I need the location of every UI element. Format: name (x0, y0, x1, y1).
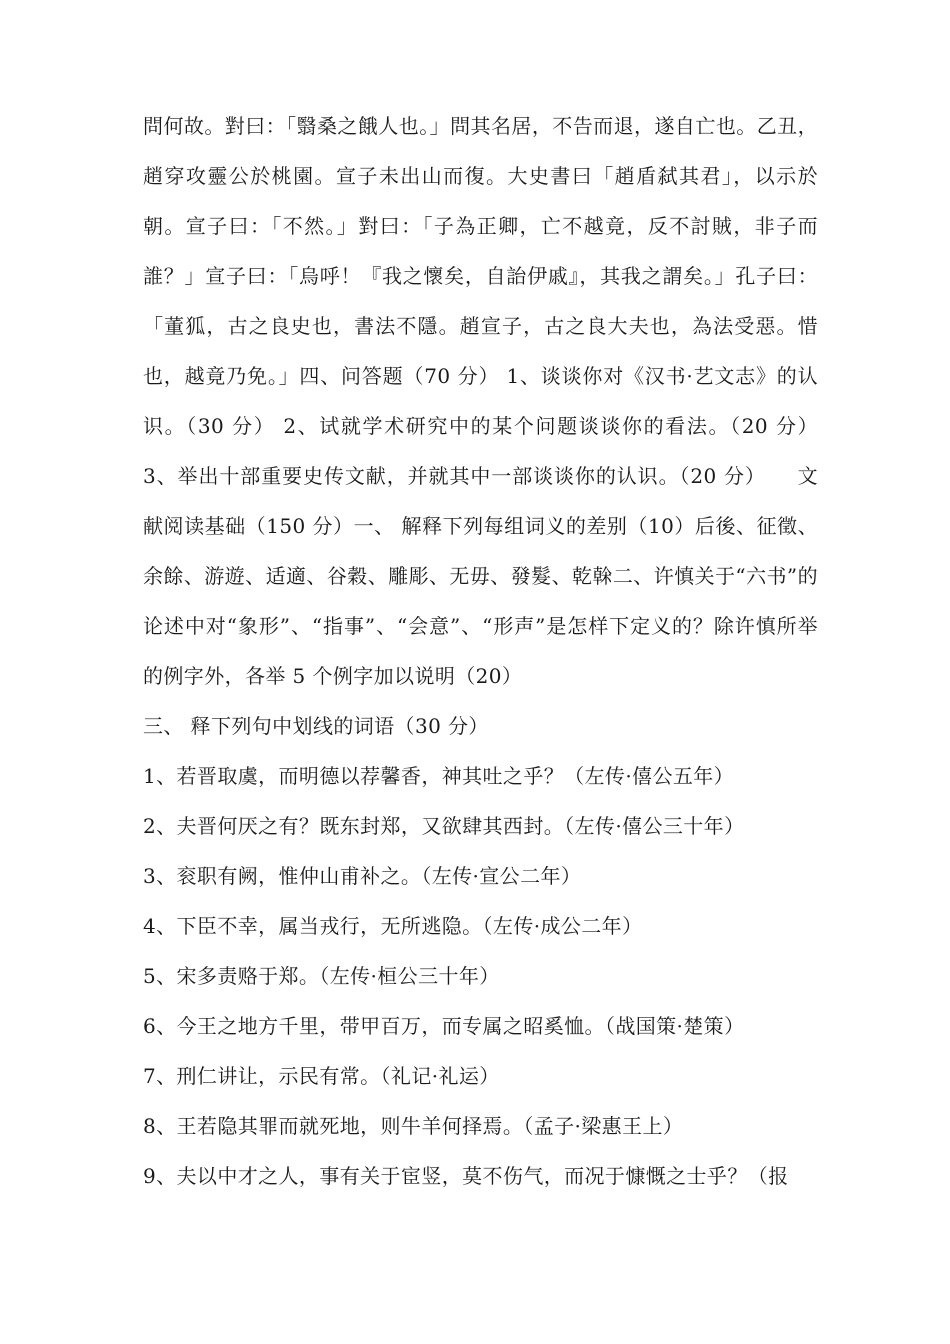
question-item-1: 1、若晋取虞，而明德以荐馨香，神其吐之乎？（左传·僖公五年） (143, 764, 735, 788)
question-item-2: 2、夫晋何厌之有？既东封郑，又欲肆其西封。（左传·僖公三十年） (143, 814, 745, 838)
question-item-6: 6、今王之地方千里，带甲百万，而专属之昭奚恤。（战国策·楚策） (143, 1014, 745, 1038)
question-item-4: 4、下臣不幸，属当戎行，无所逃隐。（左传·成公二年） (143, 914, 643, 938)
question-item-3: 3、衮职有阙，惟仲山甫补之。（左传·宣公二年） (143, 864, 582, 888)
section-heading: 三、 释下列句中划线的词语（30 分） (143, 714, 489, 738)
passage-paragraph: 問何故。對曰：「翳桑之餓人也。」問其名居，不告而退，遂自亡也。乙丑，趙穿攻靈公於桃園。宣子未出山而復。大史書曰「趙盾弑其君」，以示於朝。宣子曰：「不然。」對曰：「子為正卿，亡不越竟，反不討賊，非子而誰？」宣子曰：「烏呼！『我之懷矣，自詒伊戚』，其我之謂矣。」孔子曰：「董狐，古之良史也，書法不隱。趙宣子，古之良大夫也，為法受惡。惜也，越竟乃免。」四、问答题（70 分） 1、谈谈你对《汉书·艺文志》的认识。（30 分） 2、试就学术研究中的某个问题谈谈你的看法。（20 分） 3、举出十部重要史传文献，并就其中一部谈谈你的认识。（20 分） 文献阅读基础（150 分）一、 解释下列每组词义的差别（10）后後、征徵、余餘、游遊、适適、谷穀、雕彫、无毋、發髮、乾榦二、许慎关于“六书”的论述中对“象形”、“指事”、“会意”、“形声”是怎样下定义的？除许慎所举的例字外，各举 5 个例字加以说明（20） (143, 114, 818, 688)
question-item-8: 8、王若隐其罪而就死地，则牛羊何择焉。（孟子·梁惠王上） (143, 1114, 684, 1138)
question-item-9: 9、夫以中才之人，事有关于宦竖，莫不伤气，而况于慷慨之士乎？（报 (143, 1164, 789, 1188)
question-item-5: 5、宋多责赂于郑。（左传·桓公三十年） (143, 964, 500, 988)
document-page (143, 101, 818, 1201)
question-item-7: 7、刑仁讲让，示民有常。（礼记·礼运） (143, 1064, 500, 1088)
